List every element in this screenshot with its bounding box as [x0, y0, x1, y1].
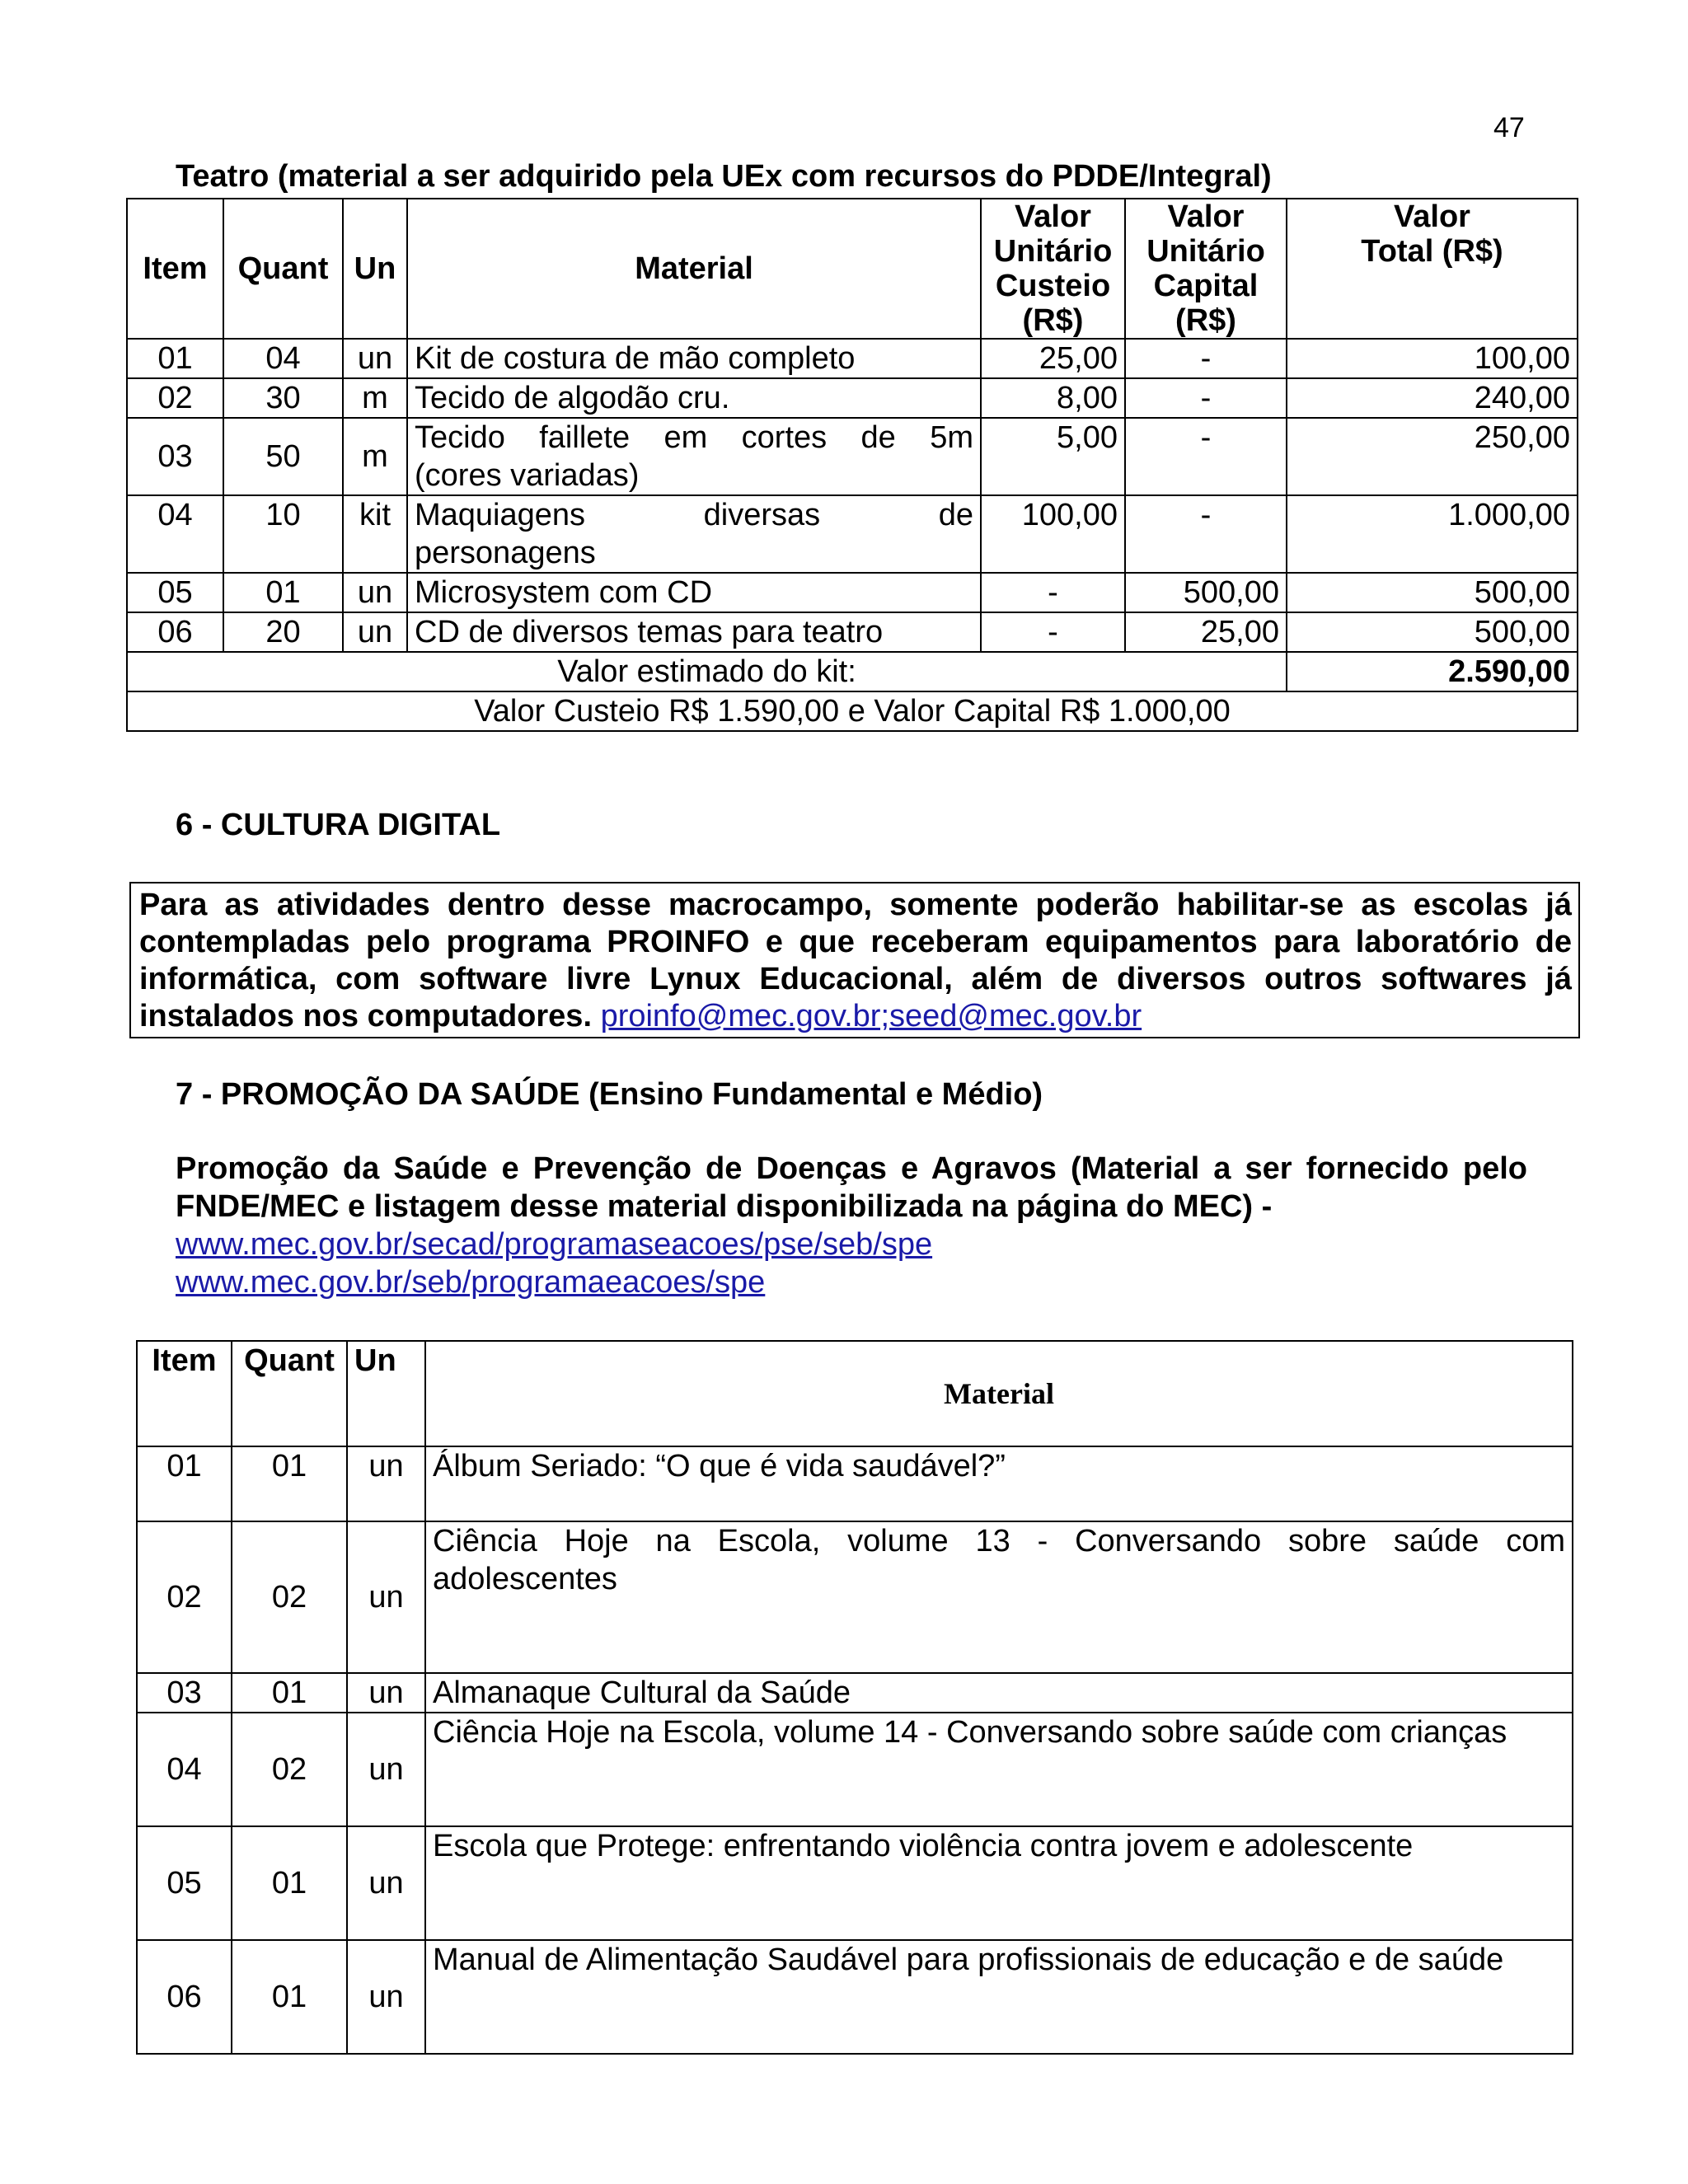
table-row	[137, 1826, 1573, 1940]
cell-item: 02	[137, 1521, 232, 1673]
cell-custeio: 5,00	[981, 418, 1125, 495]
cell-item: 03	[127, 418, 223, 495]
cell-un: kit	[343, 495, 407, 573]
header-un: Un	[347, 1341, 425, 1446]
header-item: Item	[137, 1341, 232, 1446]
table-row	[127, 378, 1578, 418]
notice-text: Para as atividades dentro desse macrocampo, somente poderão habilitar-se as escolas já contempladas pelo programa PROINFO e que receberam equipamentos para laboratório de informática, com software livre Lynux Educacional, além de diversos outros softwares já instalados nos computadores.	[139, 888, 1572, 1033]
header-quant: Quant	[223, 199, 343, 339]
cell-quant: 02	[232, 1713, 347, 1826]
cell-material: Microsystem com CD	[407, 573, 981, 612]
cultura-digital-notice	[129, 882, 1580, 1038]
teatro-table	[126, 198, 1578, 732]
cell-quant: 20	[223, 612, 343, 652]
cell-material: Tecido de algodão cru.	[407, 378, 981, 418]
cell-custeio: 25,00	[981, 339, 1125, 378]
cell-quant: 50	[223, 418, 343, 495]
cell-un: un	[347, 1826, 425, 1940]
table-row	[137, 1446, 1573, 1521]
cell-un: m	[343, 418, 407, 495]
cell-total: 500,00	[1287, 573, 1578, 612]
cell-quant: 01	[223, 573, 343, 612]
estimated-value: 2.590,00	[1287, 652, 1578, 691]
cell-un: un	[347, 1713, 425, 1826]
cell-material: CD de diversos temas para teatro	[407, 612, 981, 652]
cell-quant: 10	[223, 495, 343, 573]
header-material: Material	[407, 199, 981, 339]
section6-title: 6 - CULTURA DIGITAL	[176, 808, 501, 842]
cell-un: un	[347, 1673, 425, 1713]
mec-link-secad[interactable]: www.mec.gov.br/secad/programaseacoes/pse/seb/spe	[176, 1227, 933, 1262]
table-header-row	[127, 199, 1578, 339]
cell-custeio: 100,00	[981, 495, 1125, 573]
summary-row	[127, 691, 1578, 731]
proinfo-link[interactable]: proinfo@mec.gov.br;seed@mec.gov.br	[600, 999, 1142, 1033]
cell-custeio: -	[981, 573, 1125, 612]
page-number: 47	[1493, 112, 1525, 143]
cell-material: Almanaque Cultural da Saúde	[425, 1673, 1573, 1713]
cell-material: Ciência Hoje na Escola, volume 14 - Conversando sobre saúde com crianças	[425, 1713, 1573, 1826]
saude-table	[136, 1340, 1573, 2055]
table-row	[127, 339, 1578, 378]
table-row	[137, 1673, 1573, 1713]
cell-un: un	[347, 1521, 425, 1673]
table-row	[137, 1521, 1573, 1673]
section7-title: 7 - PROMOÇÃO DA SAÚDE (Ensino Fundamental e Médio)	[176, 1077, 1043, 1112]
cell-total: 250,00	[1287, 418, 1578, 495]
cell-un: m	[343, 378, 407, 418]
cell-total: 500,00	[1287, 612, 1578, 652]
cell-material: Escola que Protege: enfrentando violência contra jovem e adolescente	[425, 1826, 1573, 1940]
cell-total: 100,00	[1287, 339, 1578, 378]
cell-material: Tecido faillete em cortes de 5m (cores variadas)	[407, 418, 981, 495]
estimated-label: Valor estimado do kit:	[127, 652, 1287, 691]
table-row	[127, 418, 1578, 495]
cell-total: 240,00	[1287, 378, 1578, 418]
table-header-row	[137, 1341, 1573, 1446]
cell-material: Kit de costura de mão completo	[407, 339, 981, 378]
cell-capital: 25,00	[1125, 612, 1287, 652]
header-un: Un	[343, 199, 407, 339]
cell-material: Manual de Alimentação Saudável para profissionais de educação e de saúde	[425, 1940, 1573, 2054]
cell-custeio: 8,00	[981, 378, 1125, 418]
cell-item: 06	[127, 612, 223, 652]
cell-un: un	[343, 573, 407, 612]
table-row	[137, 1940, 1573, 2054]
cell-quant: 02	[232, 1521, 347, 1673]
header-valor-unitario-custeio: Valor Unitário Custeio (R$)	[981, 199, 1125, 339]
cell-custeio: -	[981, 612, 1125, 652]
table-row	[127, 612, 1578, 652]
teatro-title: Teatro (material a ser adquirido pela UEx com recursos do PDDE/Integral)	[176, 159, 1272, 194]
cell-item: 02	[127, 378, 223, 418]
header-valor-total: Valor Total (R$)	[1287, 199, 1578, 339]
cell-un: un	[343, 339, 407, 378]
cell-item: 01	[127, 339, 223, 378]
cell-quant: 01	[232, 1826, 347, 1940]
header-material: Material	[425, 1341, 1573, 1446]
cell-item: 01	[137, 1446, 232, 1521]
mec-link-seb[interactable]: www.mec.gov.br/seb/programaeacoes/spe	[176, 1265, 766, 1300]
cell-quant: 01	[232, 1673, 347, 1713]
cell-item: 04	[127, 495, 223, 573]
cell-capital: -	[1125, 339, 1287, 378]
cell-item: 05	[137, 1826, 232, 1940]
intro-text: Promoção da Saúde e Prevenção de Doenças e Agravos (Material a ser fornecido pelo FNDE/MEC e listagem desse material disponibilizada na página do MEC) -	[176, 1151, 1527, 1224]
cell-quant: 01	[232, 1446, 347, 1521]
cell-material: Ciência Hoje na Escola, volume 13 - Conversando sobre saúde com adolescentes	[425, 1521, 1573, 1673]
cell-total: 1.000,00	[1287, 495, 1578, 573]
cell-item: 05	[127, 573, 223, 612]
cell-quant: 01	[232, 1940, 347, 2054]
cell-capital: -	[1125, 495, 1287, 573]
cell-un: un	[347, 1940, 425, 2054]
cell-capital: -	[1125, 418, 1287, 495]
cell-item: 06	[137, 1940, 232, 2054]
table-row	[137, 1713, 1573, 1826]
cell-material: Maquiagens diversas de personagens	[407, 495, 981, 573]
cell-quant: 04	[223, 339, 343, 378]
table-row	[127, 495, 1578, 573]
cell-capital: 500,00	[1125, 573, 1287, 612]
cell-item: 04	[137, 1713, 232, 1826]
summary-text: Valor Custeio R$ 1.590,00 e Valor Capital R$ 1.000,00	[127, 691, 1578, 731]
header-item: Item	[127, 199, 223, 339]
table-row	[127, 573, 1578, 612]
cell-un: un	[347, 1446, 425, 1521]
estimated-row	[127, 652, 1578, 691]
header-quant: Quant	[232, 1341, 347, 1446]
header-valor-unitario-capital: Valor Unitário Capital (R$)	[1125, 199, 1287, 339]
cell-un: un	[343, 612, 407, 652]
cell-quant: 30	[223, 378, 343, 418]
section7-intro	[176, 1150, 1527, 1301]
cell-material: Álbum Seriado: “O que é vida saudável?”	[425, 1446, 1573, 1521]
cell-item: 03	[137, 1673, 232, 1713]
cell-capital: -	[1125, 378, 1287, 418]
